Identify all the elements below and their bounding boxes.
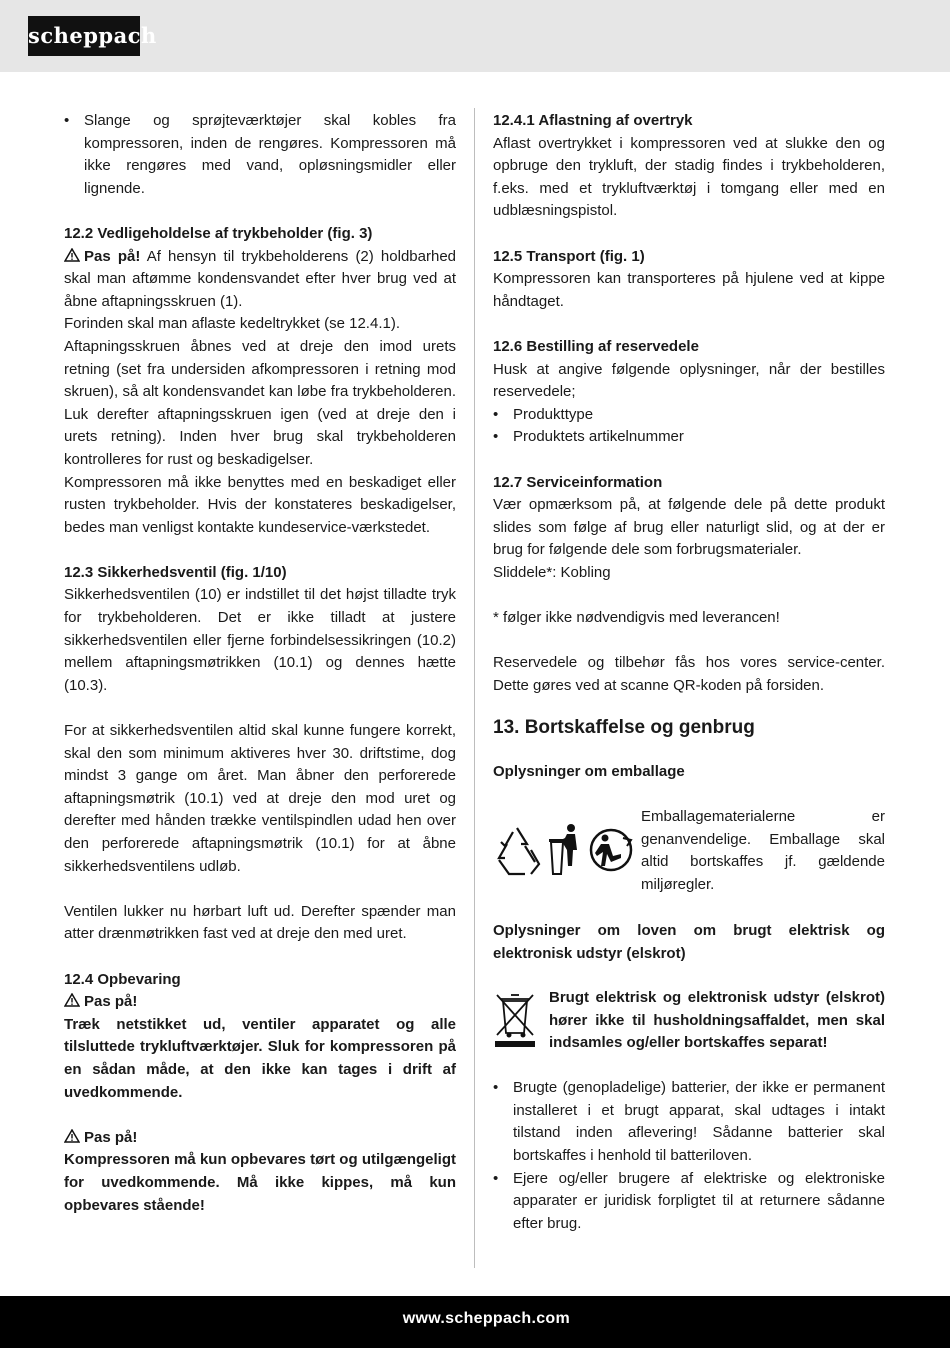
right-column: [493, 110, 885, 1235]
column-divider: [474, 108, 475, 1268]
paragraph: Sikkerhedsventilen (10) er indstillet til det højst tilladte tryk for trykbeholderen. Det er ikke tilladt at justere sikkerhedsventilen eller fjerne forbindelsessikringen (10.2) mellem aftapningsmøtrikken (10.1) og dennes hætte (10.3).: [64, 586, 456, 694]
warning-heading: [64, 991, 456, 1014]
weee-list: [493, 1077, 885, 1235]
paragraph: Vær opmærksom på, at følgende dele på dette produkt slides som følge af brug eller naturligt slid, og at der er brug for følgende dele som forbrugsmaterialer.: [493, 496, 885, 559]
warning-text: Træk netstikket ud, ventiler apparatet og alle tilsluttede trykluftværktøjer. Sluk for kompressoren på en sådan måde, at den ikke kan tages i drift af uvedkommende.: [64, 1015, 456, 1101]
weee-title: Oplysninger om loven om brugt elektrisk og elektronisk udstyr (elskrot): [493, 922, 885, 962]
weee-text: Brugt elektrisk og elektronisk udstyr (elskrot) hører ikke til husholdningsaffaldet, men skal indsamles og/eller bortskaffes separat!: [549, 989, 885, 1052]
intro-bullet-list: [64, 110, 456, 200]
warning-icon: [64, 993, 80, 1007]
warning-heading: [64, 1127, 456, 1150]
packaging-block: [493, 806, 885, 896]
section-12-4-1-title: 12.4.1 Aflastning af overtryk: [493, 112, 693, 129]
section-12-6-title: 12.6 Bestilling af reservedele: [493, 337, 699, 355]
paragraph: Reservedele og tilbehør fås hos vores service-center. Dette gøres ved at scanne QR-koden på forsiden.: [493, 654, 885, 694]
paragraph: Forinden skal man aflaste kedeltrykket (se 12.4.1).: [64, 315, 400, 333]
paragraph: Husk at angive følgende oplysninger, når der bestilles reservedele;: [493, 360, 885, 401]
paragraph: Aftapningsskruen åbnes ved at dreje den imod urets retning (set fra undersiden afkompressoren i retning mod skruen), så alt kondensvandet kan løbe fra trykbeholderen. Luk derefter aftapningsskruen igen (ved at dreje den i urets retning). Inden hver brug skal trykbeholderen kontrolleres for rust og beskadigelser.: [64, 337, 456, 468]
weee-block: [493, 987, 885, 1077]
list-item: • Ejere og/eller brugere af elektriske og elektroniske apparater er juridisk forpligtet til at returnere sådanne efter brug.: [493, 1168, 885, 1236]
paragraph: Ventilen lukker nu hørbart luft ud. Derefter spænder man atter drænmøtrikken fast ved at dreje den med uret.: [64, 902, 456, 943]
paragraph: For at sikkerhedsventilen altid skal kunne fungere korrekt, skal den som minimum aktiveres hver 30. driftstime, dog mindst 3 gange om året. Man åbner den perforerede aftapningsmøtrik (10.1) ved at dreje den mod uret og derefter med hånden trække ventilspindlen udad hen over den perforerede aftapningsmøtrik (10.1) for at åbne sikkerhedsventilens udløb.: [64, 722, 456, 875]
footnote: * følger ikke nødvendigvis med leverancen!: [493, 609, 780, 627]
section-12-2-title: 12.2 Vedligeholdelse af trykbeholder (fig. 3): [64, 224, 373, 242]
paragraph: Sliddele*: Kobling: [493, 563, 611, 581]
warning-icon: [64, 248, 80, 262]
paragraph: Kompressoren må ikke benyttes med en beskadiget eller rusten trykbeholder. Hvis der konstateres beskadigelser, bedes man venligst kontakte kundeservice-værkstedet.: [64, 473, 456, 536]
warning-label: Pas på!: [84, 247, 141, 265]
warning-label: Pas på!: [84, 993, 138, 1011]
page-footer: [0, 1296, 950, 1348]
page-header: [0, 0, 950, 72]
section-12-4-title: 12.4 Opbevaring: [64, 970, 181, 988]
scheppach-logo: scheppach: [28, 16, 140, 56]
warning-text: Af hensyn til trykbeholderens (2) holdbarhed skal man aftømme kondensvandet efter hver brug ved at åbne aftapningsskruen (1).: [64, 247, 456, 310]
section-12-5-title: 12.5 Transport (fig. 1): [493, 247, 645, 265]
list-item: • Slange og sprøjteværktøjer skal kobles fra kompressoren, inden de rengøres. Kompressoren må ikke rengøres med vand, opløsningsmidler eller lignende.: [64, 110, 456, 200]
spare-parts-list: [493, 404, 885, 449]
section-12-2-warning: [64, 246, 456, 314]
packaging-text: Emballagematerialerne er genanvendelige. Emballage skal altid bortskaffes jf. gældende miljøregler.: [641, 808, 885, 893]
section-13-title: 13. Bortskaffelse og genbrug: [493, 717, 755, 739]
list-item: • Brugte (genopladelige) batterier, der ikke er permanent installeret i et brugt apparat, skal udtages i intakt tilstand inden aflevering! Sådanne batterier skal bortskaffes i henhold til batteriloven.: [493, 1077, 885, 1167]
footer-url: www.scheppach.com: [402, 1310, 570, 1327]
paragraph: Aflast overtrykket i kompressoren ved at slukke den og opbruge den trykluft, der stadig findes i trykbeholderen, f.eks. med et trykluftværktøj i tomgang eller med en udblæsningspistol.: [493, 134, 885, 220]
list-item: • Produkttype: [493, 404, 885, 427]
packaging-title: Oplysninger om emballage: [493, 763, 685, 781]
warning-label: Pas på!: [84, 1128, 138, 1146]
section-12-3-title: 12.3 Sikkerhedsventil (fig. 1/10): [64, 563, 287, 581]
warning-icon: [64, 1129, 80, 1143]
warning-text: Kompressoren må kun opbevares tørt og utilgængeligt for uvedkommende. Må ikke kippes, må kun opbevares stående!: [64, 1151, 456, 1214]
list-item: • Produktets artikelnummer: [493, 426, 885, 449]
recycling-symbols-icon: [495, 820, 637, 880]
crossed-bin-icon: [493, 991, 537, 1047]
paragraph: Kompressoren kan transporteres på hjulene ved at kippe håndtaget.: [493, 270, 885, 310]
section-12-7-title: 12.7 Serviceinformation: [493, 473, 663, 491]
left-column: [64, 110, 456, 1217]
